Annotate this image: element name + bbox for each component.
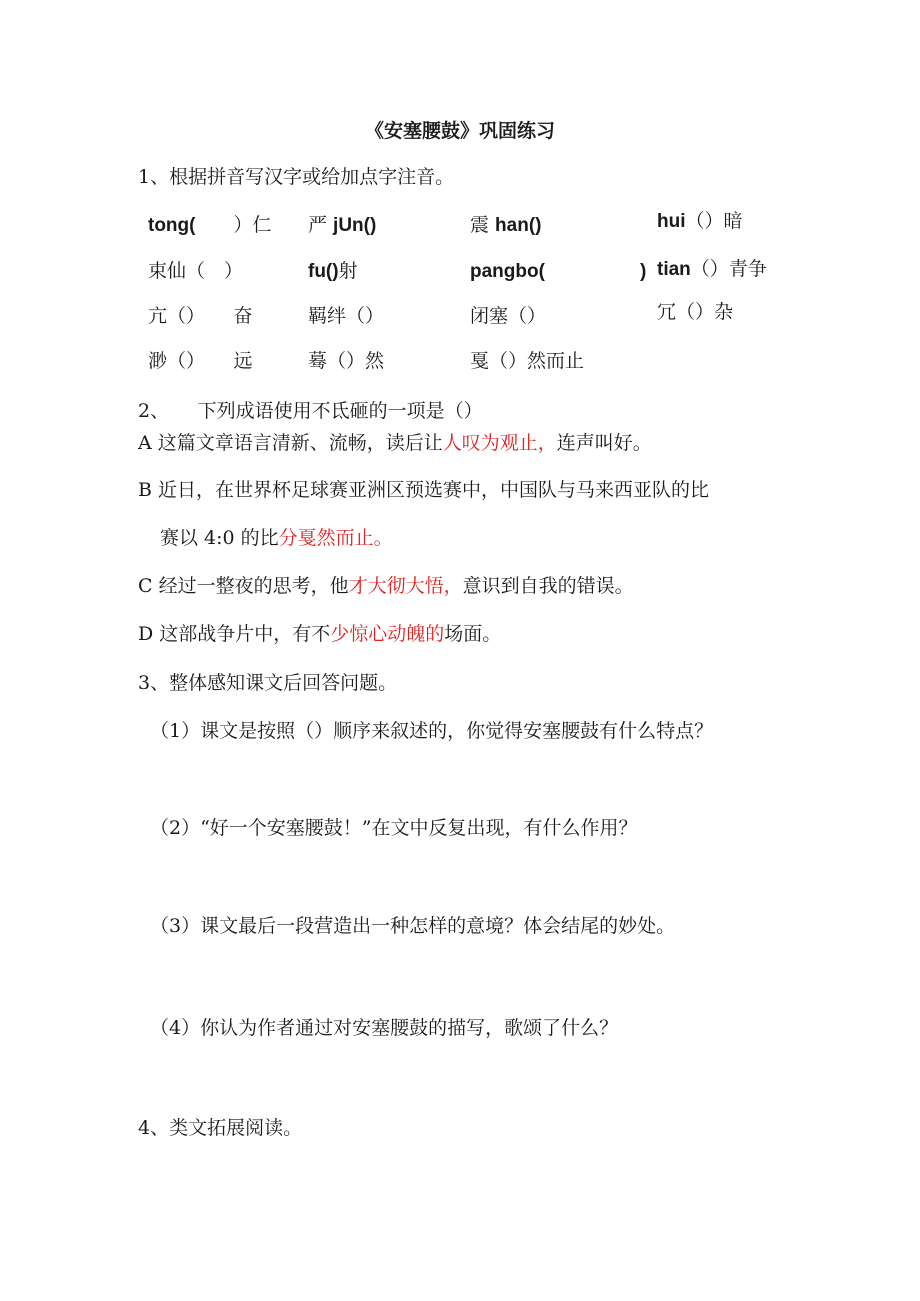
q2-option-b-line2: 赛以 4:0 的比分戛然而止。 <box>160 527 393 549</box>
q2-option-a-highlight: 人叹为观止， <box>442 432 557 454</box>
q1-row2-col2: fu()射 <box>308 260 358 282</box>
q1-row1-col4: hui（）暗 <box>657 210 743 232</box>
q1-row4-col3: 戛（）然而止 <box>470 350 585 372</box>
q1-row2-col1: 束仙（ ） <box>148 260 244 282</box>
q1-row4-col1: 渺（） 远 <box>148 350 253 372</box>
q1-row2-col4: tian（）青争 <box>657 258 767 280</box>
q2-heading: 2、 下列成语使用不氐砸的一项是（） <box>138 400 483 422</box>
q1-row1-col1: tong( ）仁 <box>148 214 272 236</box>
q2-option-b-line1: B 近日，在世界杯足球赛亚洲区预选赛中，中国队与马来西亚队的比 <box>138 479 710 501</box>
q1-row4-col2: 蓦（）然 <box>308 350 385 372</box>
q1-row1-col3: 震 han() <box>470 214 542 236</box>
q3-item-1: （1）课文是按照（）顺序来叙述的，你觉得安塞腰鼓有什么特点？ <box>150 720 714 742</box>
page-title: 《安塞腰鼓》巩固练习 <box>364 120 555 142</box>
q4-heading: 4、类文拓展阅读。 <box>138 1117 303 1139</box>
q3-item-4: （4）你认为作者通过对安塞腰鼓的描写，歌颂了什么？ <box>150 1017 619 1039</box>
q1-row3-col4: 冗（）杂 <box>657 301 734 323</box>
q2-option-a: A 这篇文章语言清新、流畅，读后让人叹为观止，连声叫好。 <box>138 432 652 454</box>
q1-row3-col2: 羁绊（） <box>308 305 385 327</box>
q3-item-3: （3）课文最后一段营造出一种怎样的意境？体会结尾的妙处。 <box>150 915 676 937</box>
q1-row1-col2: 严 jUn() <box>308 214 377 236</box>
q1-heading: 1、根据拼音写汉字或给加点字注音。 <box>138 166 455 188</box>
q2-option-c: C 经过一整夜的思考，他才大彻大悟，意识到自我的错误。 <box>138 575 634 597</box>
q3-heading: 3、整体感知课文后回答问题。 <box>138 672 398 694</box>
q2-option-c-highlight: 才大彻大悟， <box>348 575 463 597</box>
q3-item-2: （2）“好一个安塞腰鼓！”在文中反复出现，有什么作用？ <box>150 817 638 839</box>
q1-row3-col3: 闭塞（） <box>470 305 547 327</box>
q1-row2-col3: pangbo( ) <box>470 261 647 282</box>
q1-row3-col1: 亢（） 奋 <box>148 305 253 327</box>
q2-option-d: D 这部战争片中，有不少惊心动魄的场面。 <box>138 623 502 645</box>
q2-option-b-highlight: 分戛然而止。 <box>278 527 393 549</box>
q2-option-d-highlight: 少惊心动魄的 <box>330 623 445 645</box>
